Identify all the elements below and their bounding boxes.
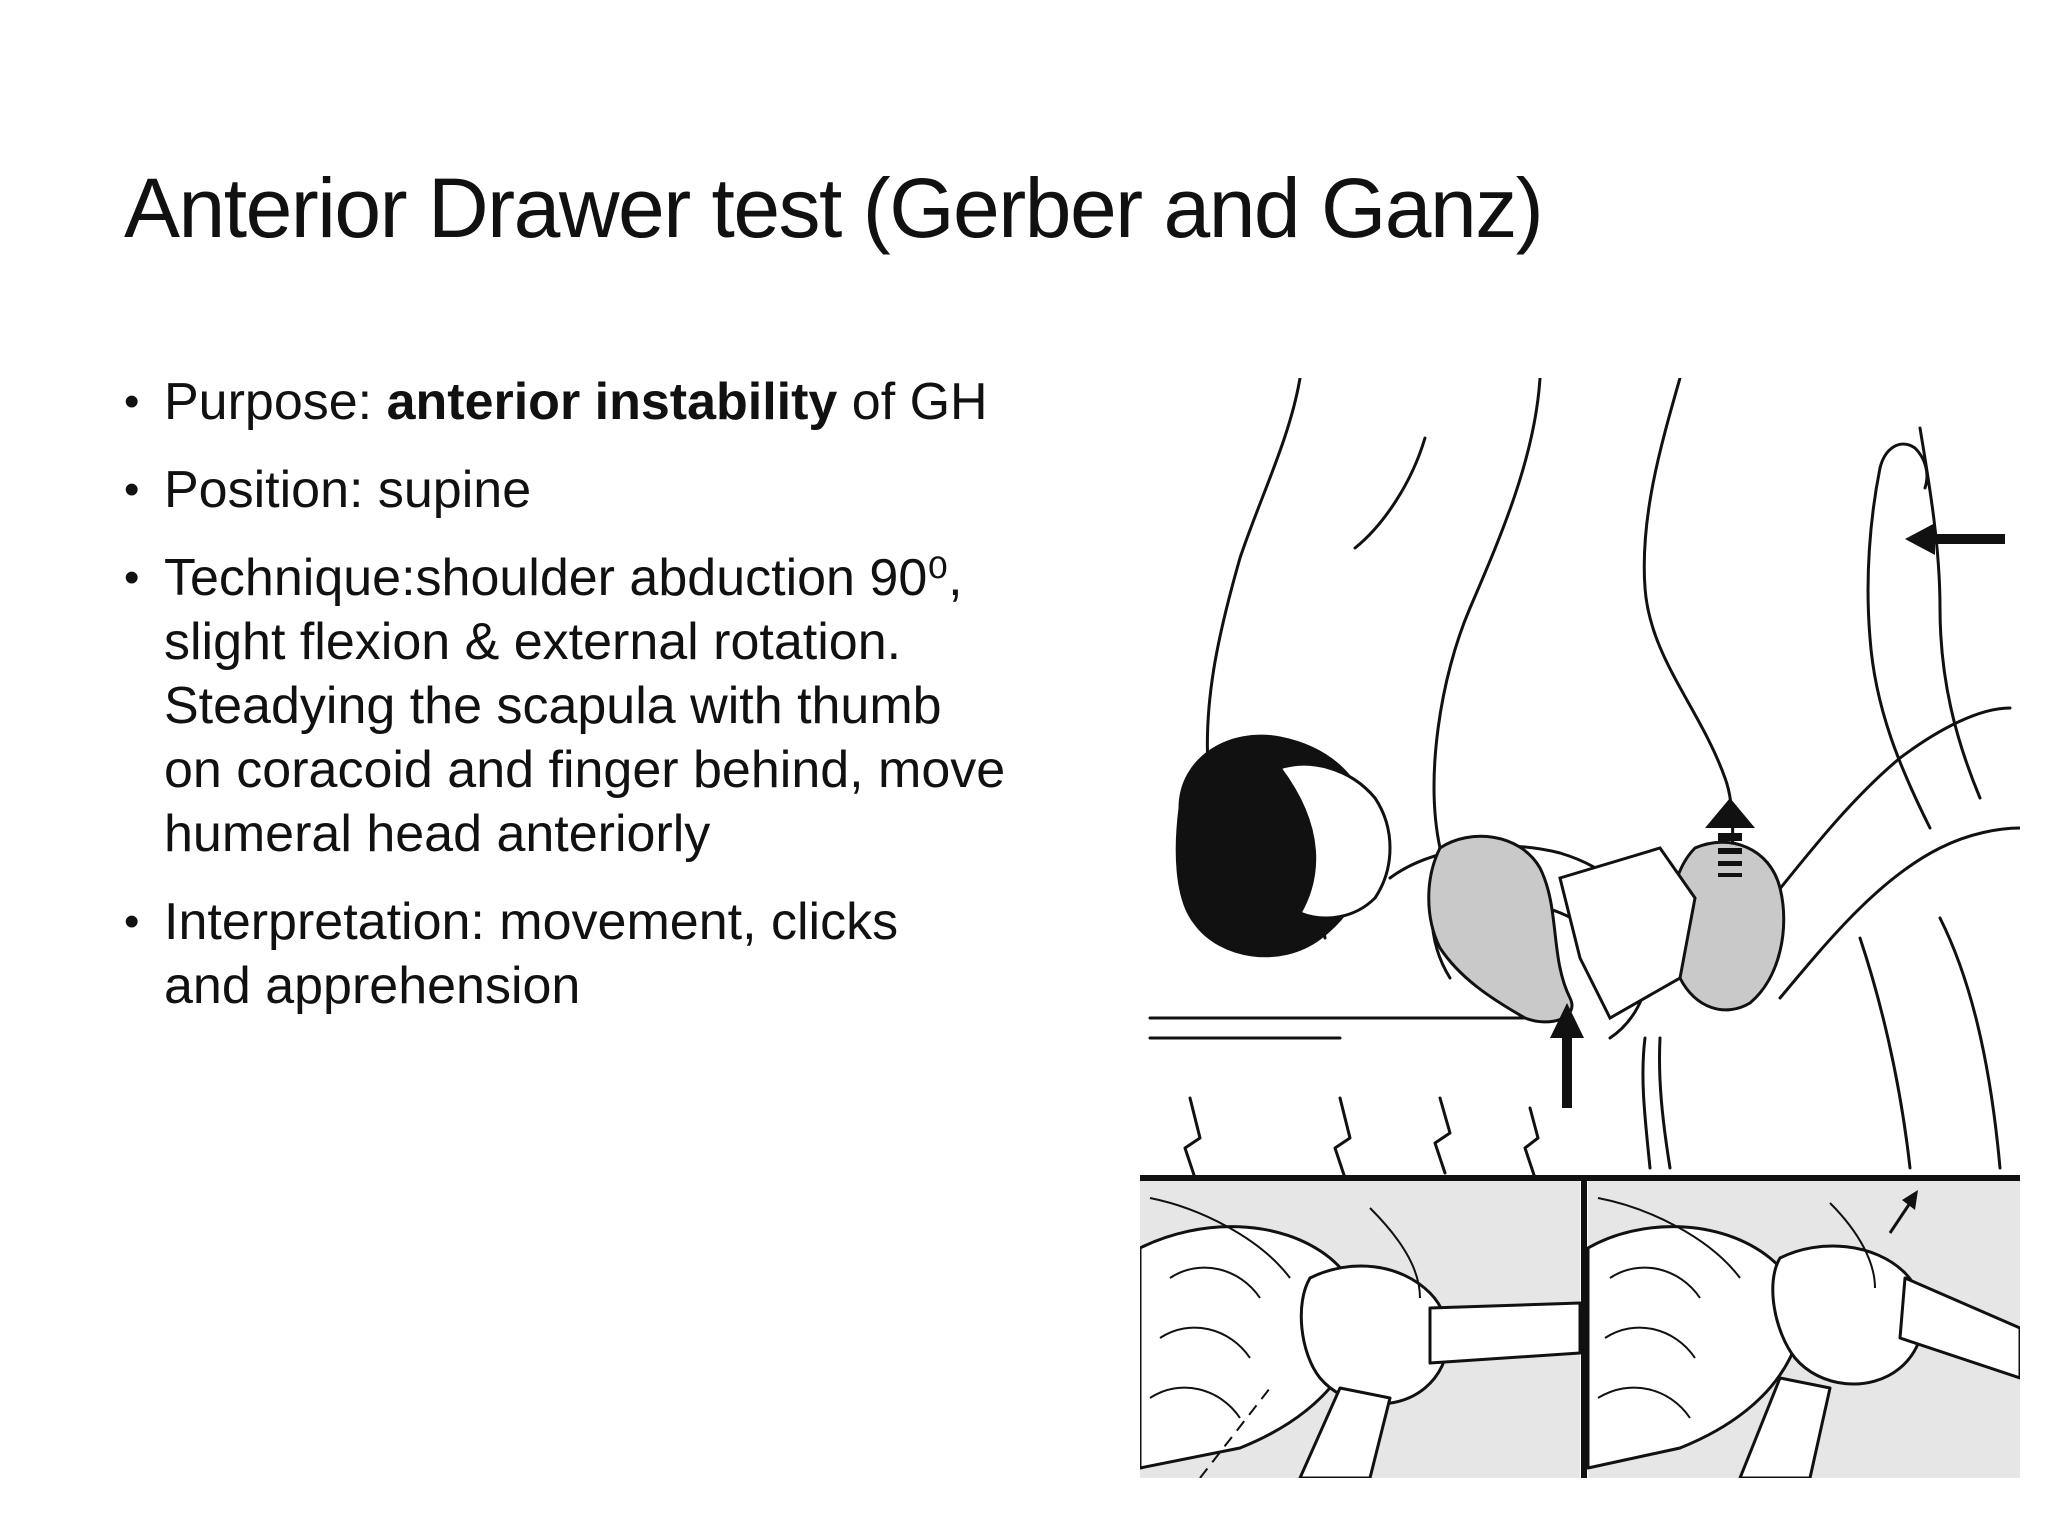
technique-line: Technique:shoulder abduction 90⁰, [164, 549, 963, 607]
arrow-left-right-side [1905, 523, 2005, 555]
technique-line: on coracoid and finger behind, move [164, 741, 1006, 799]
technique-line: humeral head anteriorly [164, 805, 711, 863]
purpose-rest: of GH [837, 373, 988, 431]
technique-line: slight flexion & external rotation. [164, 613, 902, 671]
anterior-drawer-illustration [1140, 378, 2020, 1478]
purpose-label: Purpose: [164, 373, 387, 431]
purpose-emphasis: anterior instability [386, 373, 838, 431]
bullet-list [124, 370, 1084, 1042]
bullet-purpose [124, 370, 1084, 434]
bullet-technique [124, 546, 1084, 866]
bullet-position [124, 458, 1084, 522]
slide-title: Anterior Drawer test (Gerber and Ganz) [124, 161, 1543, 255]
bullet-interpretation [124, 890, 1084, 1018]
clinical-illustration [1140, 378, 2020, 1478]
interpretation-line: and apprehension [164, 957, 581, 1015]
technique-line: Steadying the scapula with thumb [164, 677, 942, 735]
position-text: Position: supine [164, 461, 532, 519]
interpretation-line: Interpretation: movement, clicks [164, 893, 899, 951]
